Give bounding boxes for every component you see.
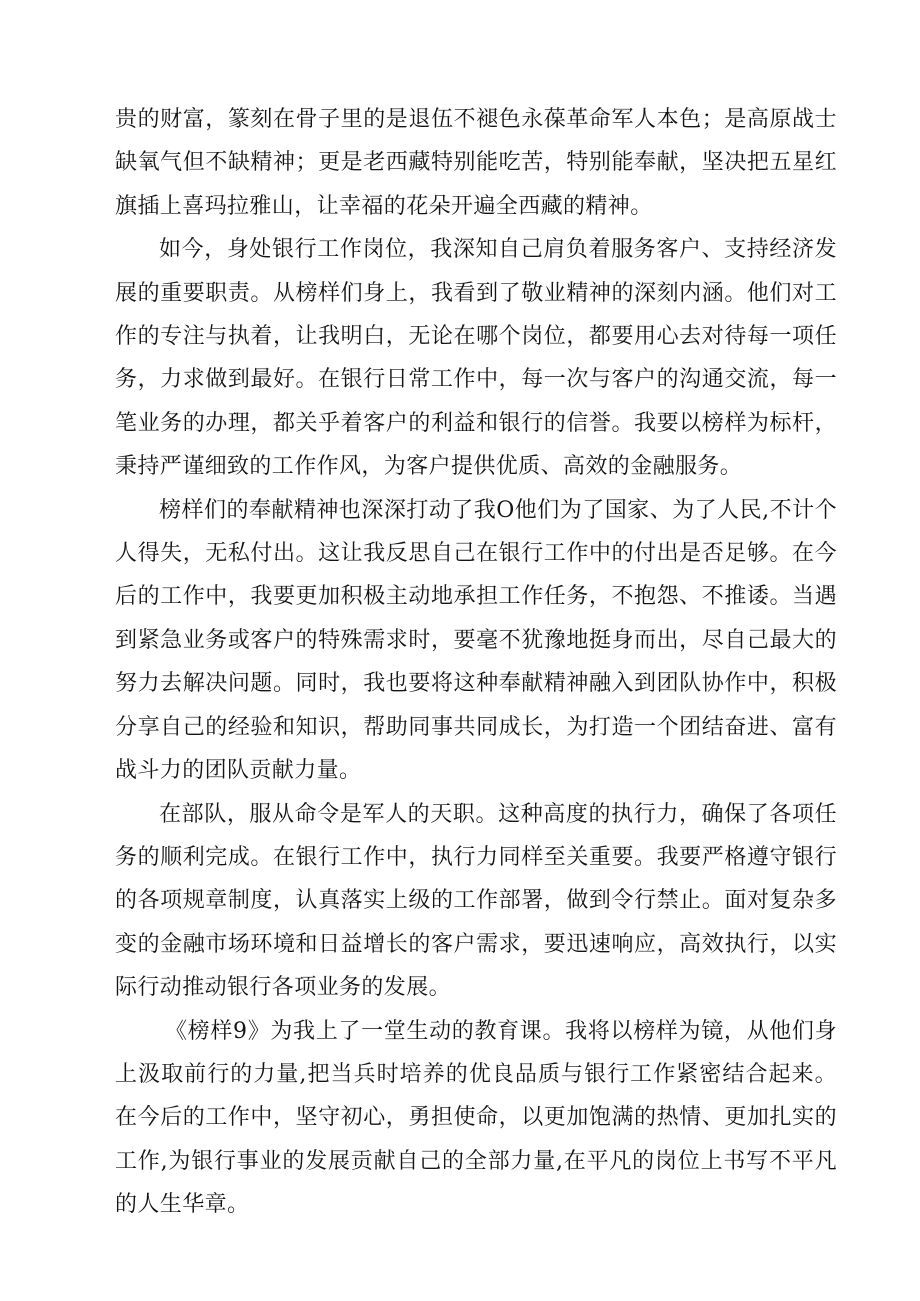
paragraph-bank-duty: 如今，身处银行工作岗位，我深知自己肩负着服务客户、支持经济发展的重要职责。从榜样们身上，我看到了敬业精神的深刻内涵。他们对工作的专注与执着，让我明白，无论在哪个岗位，都要用心去对待每一项任务，力求做到最好。在银行日常工作中，每一次与客户的沟通交流，每一笔业务的办理，都关乎着客户的利益和银行的信誉。我要以榜样为标杆，秉持严谨细致的工作作风，为客户提供优质、高效的金融服务。 xyxy=(115,237,837,480)
paragraph-continuation: 贵的财富，篆刻在骨子里的是退伍不褪色永葆革命军人本色；是高原战士缺氧气但不缺精神；更是老西藏特别能吃苦，特别能奉献，坚决把五星红旗插上喜玛拉雅山，让幸福的花朵开遍全西藏的精神。 xyxy=(115,107,837,219)
paragraph-dedication: 榜样们的奉献精神也深深打动了我O他们为了国家、为了人民,不计个人得失，无私付出。这让我反思自己在银行工作中的付出是否足够。在今后的工作中，我要更加积极主动地承担工作任务，不抱怨、不推诿。当遇到紧急业务或客户的特殊需求时，要毫不犹豫地挺身而出，尽自己最大的努力去解决问题。同时，我也要将这种奉献精神融入到团队协作中，积极分享自己的经验和知识，帮助同事共同成长，为打造一个团结奋进、富有战斗力的团队贡献力量。 xyxy=(115,497,837,784)
paragraph-conclusion: 《榜样9》为我上了一堂生动的教育课。我将以榜样为镜，从他们身上汲取前行的力量,把当兵时培养的优良品质与银行工作紧密结合起来。在今后的工作中，坚守初心，勇担使命，以更加饱满的热情、更加扎实的工作,为银行事业的发展贡献自己的全部力量,在平凡的岗位上书写不平凡的人生华章。 xyxy=(115,1018,837,1218)
paragraph-execution: 在部队，服从命令是军人的天职。这种高度的执行力，确保了各项任务的顺利完成。在银行工作中，执行力同样至关重要。我要严格遵守银行的各项规章制度，认真落实上级的工作部署，做到令行禁止。面对复杂多变的金融市场环境和日益增长的客户需求，要迅速响应，高效执行，以实际行动推动银行各项业务的发展。 xyxy=(115,801,837,1001)
document-page xyxy=(115,98,837,1227)
